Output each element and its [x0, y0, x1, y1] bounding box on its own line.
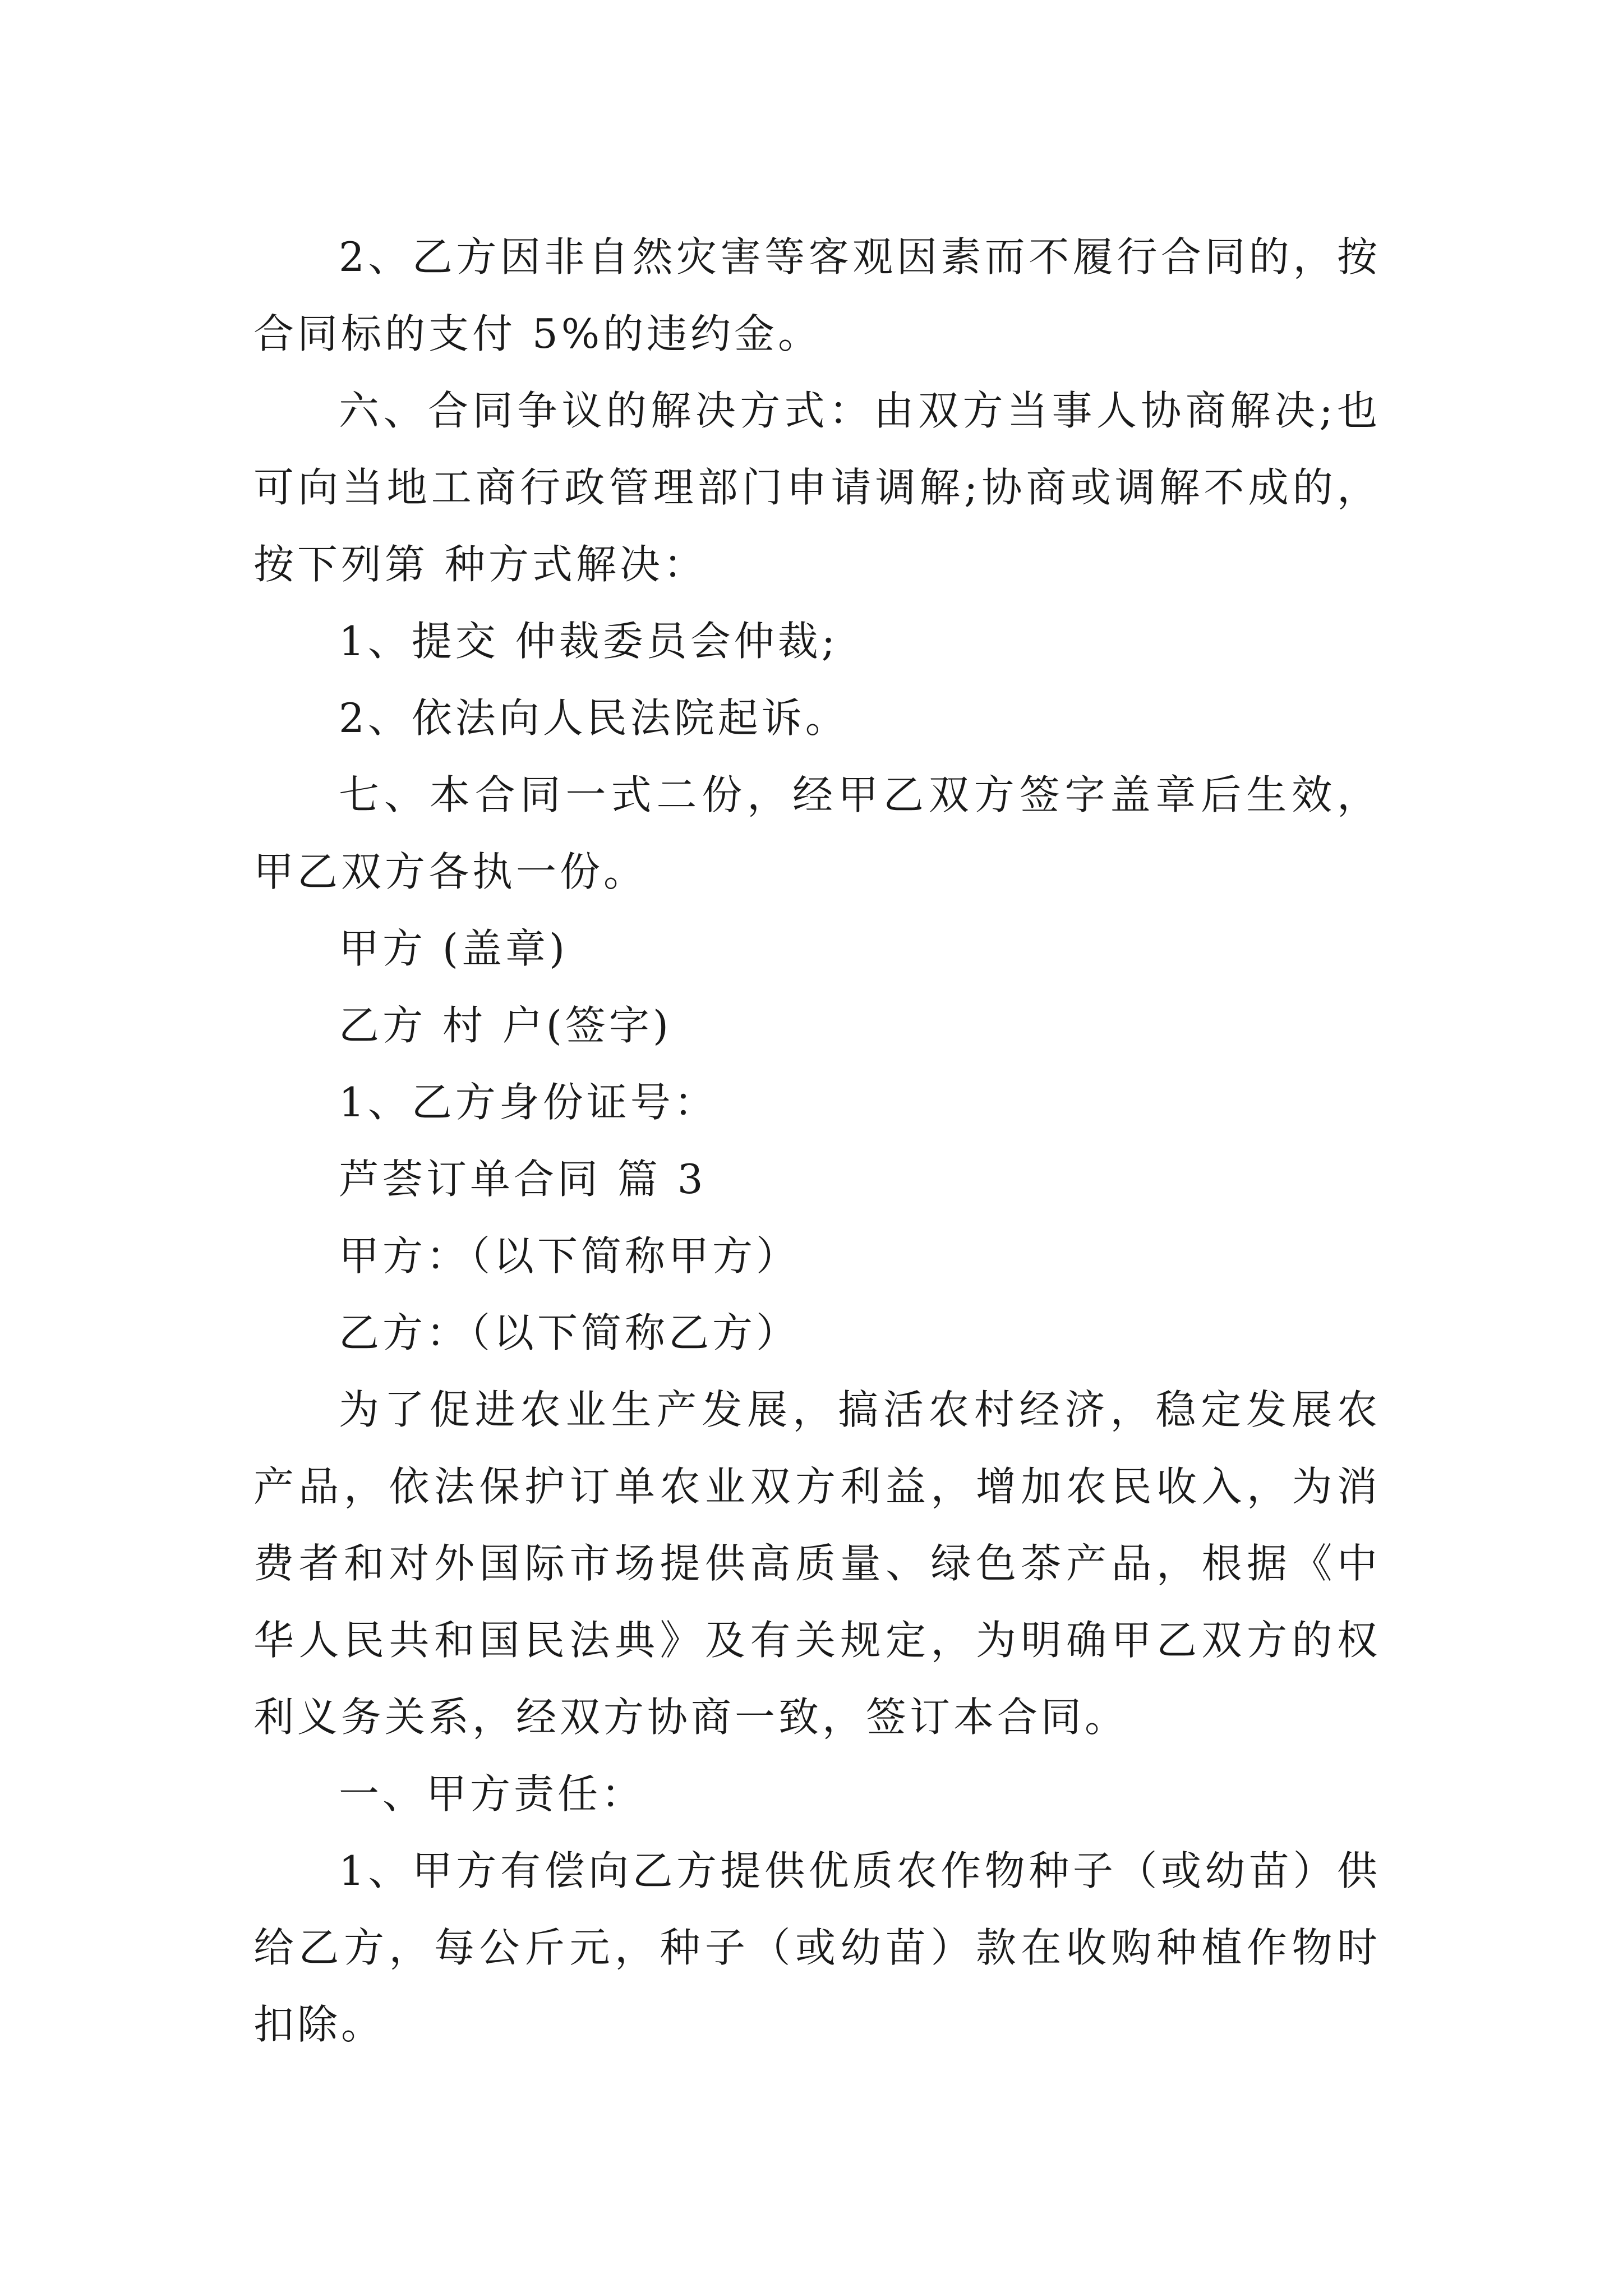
paragraph-dispute-resolution: 六、合同争议的解决方式：由双方当事人协商解决;也可向当地工商行政管理部门申请调解;协商或调解不成的，按下列第 种方式解决： [253, 387, 1381, 588]
document-body [253, 219, 1381, 2063]
section-heading: 芦荟订单合同 篇 3 [339, 1156, 707, 1203]
paragraph-party-a-duties-heading: 一、甲方责任： [339, 1770, 645, 1818]
paragraph-party-a-seal: 甲方 (盖章) [339, 925, 569, 972]
paragraph-breach-penalty: 2、乙方因非自然灾害等客观因素而不履行合同的，按合同标的支付 5%的违约金。 [253, 233, 1381, 357]
paragraph-seed-supply: 1、甲方有偿向乙方提供优质农作物种子（或幼苗）供给乙方，每公斤元，种子（或幼苗）款在收购种植作物时扣除。 [253, 1847, 1381, 2048]
paragraph-party-a: 甲方：（以下简称甲方） [339, 1232, 800, 1280]
paragraph-lawsuit: 2、依法向人民法院起诉。 [339, 694, 849, 742]
paragraph-id-number: 1、乙方身份证号： [339, 1079, 718, 1126]
paragraph-party-b-signature: 乙方 村 户(签字) [339, 1002, 672, 1049]
paragraph-arbitration: 1、提交 仲裁委员会仲裁; [339, 618, 838, 665]
paragraph-preamble: 为了促进农业生产发展，搞活农村经济，稳定发展农产品，依法保护订单农业双方利益，增加农民收入，为消费者和对外国际市场提供高质量、绿色茶产品，根据《中华人民共和国民法典》及有关规定，为明确甲乙双方的权利义务关系，经双方协商一致，签订本合同。 [253, 1386, 1381, 1741]
paragraph-party-b: 乙方：（以下简称乙方） [339, 1309, 800, 1356]
paragraph-copies: 七、本合同一式二份，经甲乙双方签字盖章后生效，甲乙双方各执一份。 [253, 771, 1381, 895]
